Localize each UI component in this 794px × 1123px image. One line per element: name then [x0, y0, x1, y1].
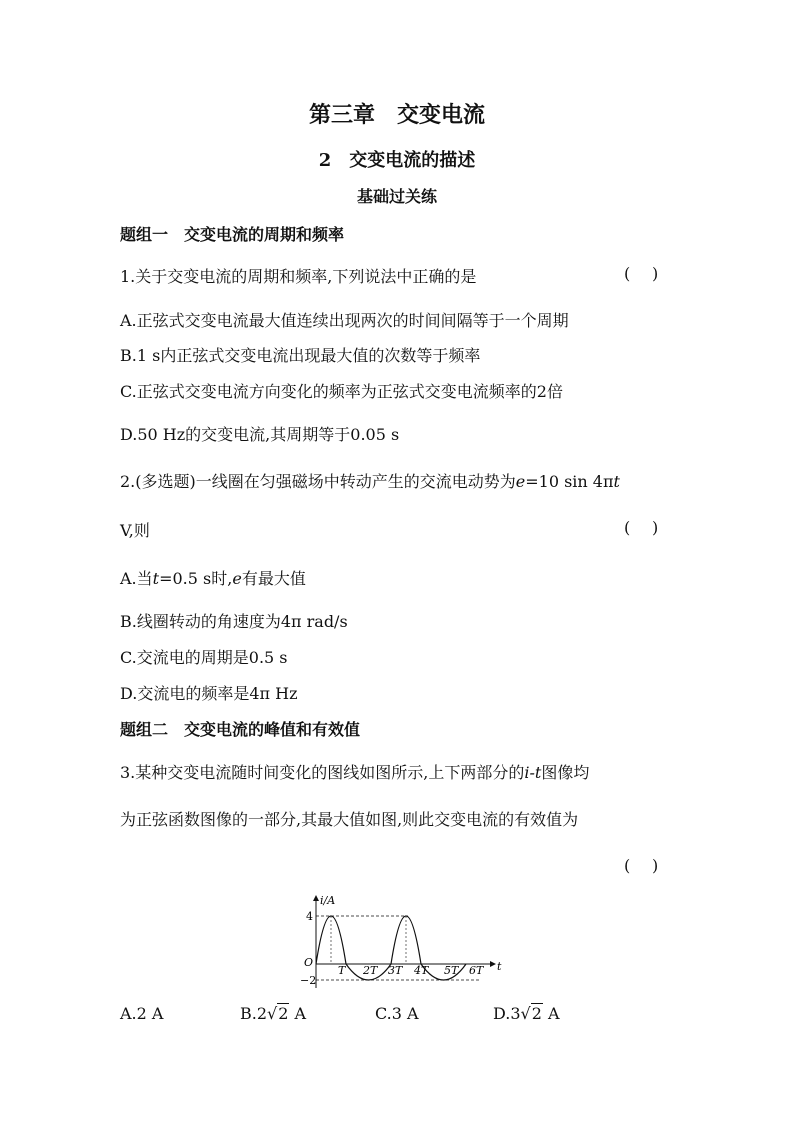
q2-stem: 2.(多选题)一线圈在匀强磁场中转动产生的交流电动势为e=10 sin 4πt — [120, 472, 620, 491]
sqrt-symbol: √2 — [267, 1004, 289, 1023]
sqrt-symbol: √2 — [520, 1004, 542, 1023]
q2-stem-line2: V,则 — [120, 521, 150, 540]
q2-option-c: C.交流电的周期是0.5 s — [120, 648, 288, 667]
q2-answer-paren: ( ) — [624, 518, 659, 537]
q3-option-a: A.2 A — [120, 1004, 164, 1023]
q1-answer-paren: ( ) — [624, 264, 659, 283]
x-tick-4T: 4T — [414, 964, 429, 977]
q3-option-b: B.2√2 A — [240, 1004, 307, 1023]
x-tick-3T: 3T — [388, 964, 403, 977]
group2-title: 题组二 交变电流的峰值和有效值 — [120, 720, 361, 739]
q2-option-b: B.线圈转动的角速度为4π rad/s — [120, 612, 348, 631]
x-tick-5T: 5T — [444, 964, 459, 977]
q3-option-d: D.3√2 A — [493, 1004, 560, 1023]
q2-option-d: D.交流电的频率是4π Hz — [120, 684, 298, 703]
y-max-label: 4 — [306, 910, 313, 923]
q1-option-b: B.1 s内正弦式交变电流出现最大值的次数等于频率 — [120, 346, 481, 365]
q3-stem-line1: 3.某种交变电流随时间变化的图线如图所示,上下两部分的i-t图像均 — [120, 763, 590, 782]
q3-option-c: C.3 A — [375, 1004, 419, 1023]
y-min-label: −2 — [300, 974, 317, 987]
x-tick-6T: 6T — [469, 964, 484, 977]
q1-option-c: C.正弦式交变电流方向变化的频率为正弦式交变电流频率的2倍 — [120, 382, 563, 401]
q1-option-d: D.50 Hz的交变电流,其周期等于0.05 s — [120, 425, 400, 444]
group1-title: 题组一 交变电流的周期和频率 — [120, 225, 345, 244]
chapter-title: 第三章 交变电流 — [308, 102, 485, 128]
x-axis-label: t — [497, 960, 502, 973]
q1-stem: 1.关于交变电流的周期和频率,下列说法中正确的是 — [120, 267, 477, 286]
origin-label: O — [304, 956, 314, 969]
q1-option-a: A.正弦式交变电流最大值连续出现两次的时间间隔等于一个周期 — [120, 311, 569, 330]
subtitle: 基础过关练 — [356, 187, 437, 206]
q2-option-a: A.当t=0.5 s时,e有最大值 — [120, 569, 306, 588]
x-tick-2T: 2T — [363, 964, 378, 977]
y-axis-label: i/A — [320, 894, 336, 907]
q3-answer-paren: ( ) — [624, 856, 659, 875]
x-tick-T: T — [338, 964, 346, 977]
section-title: 2 交变电流的描述 — [318, 150, 476, 171]
current-time-graph — [290, 892, 510, 992]
q3-stem-line2: 为正弦函数图像的一部分,其最大值如图,则此交变电流的有效值为 — [120, 810, 579, 829]
